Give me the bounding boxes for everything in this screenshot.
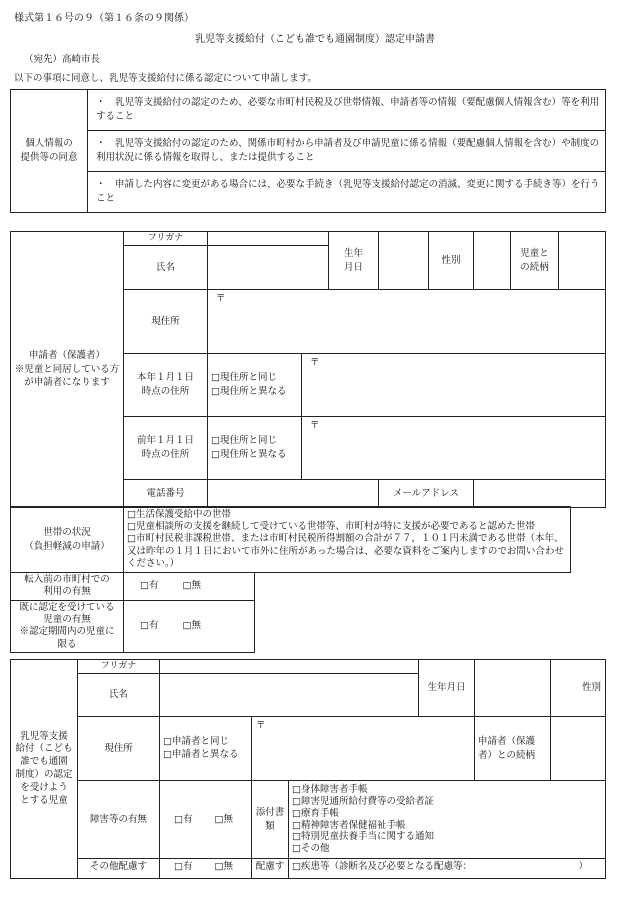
household-option-welfare[interactable]: □生活保護受給中の世帯 <box>127 508 231 520</box>
child-birth-label: 生年月日 <box>419 660 475 717</box>
applicant-gender-field[interactable] <box>474 232 511 290</box>
other-care-no-checkbox[interactable]: □無 <box>214 861 233 873</box>
applicant-birth-label: 生年 月日 <box>329 232 379 290</box>
consent-item: ・ 申請した内容に変更がある場合には、必要な手続き（乳児等支援給付認定の消滅、変更に関する手続き等）を行うこと <box>88 172 606 213</box>
doc-option[interactable]: □その他 <box>292 843 330 855</box>
attached-docs-options[interactable] <box>289 781 606 859</box>
different-from-applicant-checkbox[interactable]: □申請者と異なる <box>163 748 239 760</box>
applicant-relation-field[interactable] <box>559 232 606 290</box>
email-label: メールアドレス <box>379 480 474 508</box>
doc-option[interactable]: □障害児通所給付費等の受給者証 <box>292 795 434 807</box>
doc-option[interactable]: □身体障害者手帳 <box>292 783 368 795</box>
jan1-this-year-address-field[interactable] <box>302 354 606 417</box>
child-name-field[interactable] <box>160 674 419 717</box>
doc-option[interactable]: □精神障害者保健福祉手帳 <box>292 819 406 831</box>
disability-yes-checkbox[interactable]: □有 <box>174 813 193 825</box>
disability-no-checkbox[interactable]: □無 <box>214 813 233 825</box>
email-field[interactable] <box>474 480 606 508</box>
jan1-this-year-label: 本年１月１日 時点の住所 <box>124 354 208 417</box>
child-address-options[interactable] <box>160 717 252 781</box>
different-from-current-checkbox[interactable]: □現住所と異なる <box>211 386 287 398</box>
child-relation-field[interactable] <box>551 717 606 781</box>
applicant-table <box>10 231 606 508</box>
postal-mark: 〒 <box>216 293 226 305</box>
child-address-label: 現住所 <box>78 717 160 781</box>
child-birth-field[interactable] <box>475 660 551 717</box>
child-address-field[interactable] <box>252 717 475 781</box>
child-furigana-label: フリガナ <box>78 660 160 674</box>
intro-text: 以下の事項に同意し、乳児等支援給付に係る認定について申請します。 <box>14 73 318 84</box>
existing-cert-options[interactable] <box>124 600 255 652</box>
postal-mark: 〒 <box>256 720 266 732</box>
postal-mark: 〒 <box>310 420 320 432</box>
consent-item: ・ 乳児等支援給付の認定のため、関係市町村から申請者及び申請児童に係る情報（要配慮個人情報を含む）や制度の利用状況に係る情報を取得し、または提供すること <box>88 131 606 172</box>
household-table <box>10 506 571 573</box>
applicant-address-label: 現住所 <box>124 290 208 354</box>
existing-cert-no-checkbox[interactable]: □無 <box>182 620 201 632</box>
prior-use-label: 転入前の市町村での 利用の有無 <box>11 573 124 601</box>
illness-close-paren: ） <box>578 861 589 873</box>
jan1-prev-year-options[interactable] <box>208 417 302 480</box>
doc-option[interactable]: □療育手帳 <box>292 807 339 819</box>
consent-label: 個人情報の 提供等の同意 <box>11 90 88 213</box>
child-gender-label: 性別 <box>582 682 602 694</box>
child-relation-label: 申請者（保護者）との続柄 <box>475 717 551 781</box>
usage-table <box>10 572 255 653</box>
prior-use-no-checkbox[interactable]: □無 <box>182 580 201 592</box>
disability-label: 障害等の有無 <box>78 781 160 859</box>
household-option-tax-exempt[interactable]: □市町村民税非課税世帯、または市町村民税所得割額の合計が７７，１０１円未満である世帯（本年、又は昨年の１月１日において市外に住所があった場合は、必要な資料をご案内しますのでお問い合わせください。） <box>127 533 564 570</box>
form-number: 様式第１６号の９（第１６条の９関係） <box>14 13 194 24</box>
consent-table <box>10 89 606 213</box>
page-title: 乳児等支援給付（こども誰でも通園制度）認定申請書 <box>195 34 435 45</box>
jan1-prev-year-label: 前年１月１日 時点の住所 <box>124 417 208 480</box>
applicant-birth-field[interactable] <box>379 232 429 290</box>
postal-mark: 〒 <box>310 357 320 369</box>
applicant-furigana-field[interactable] <box>208 232 329 246</box>
child-section-label: 乳児等支援 給付（こども 誰でも通園 制度）の認定 を受けよう とする児童 <box>11 660 78 879</box>
child-name-label: 氏名 <box>78 674 160 717</box>
child-furigana-field[interactable] <box>160 660 419 674</box>
jan1-this-year-options[interactable] <box>208 354 302 417</box>
applicant-section-label: 申請者（保護者） ※児童と同居している方が申請者になります <box>11 232 124 508</box>
attached-docs-label: 添付書 類 <box>252 781 289 859</box>
prior-use-options[interactable] <box>124 573 255 601</box>
disability-options[interactable] <box>160 781 252 859</box>
applicant-relation-label: 児童と の続柄 <box>511 232 559 290</box>
existing-cert-yes-checkbox[interactable]: □有 <box>140 620 159 632</box>
applicant-gender-label: 性別 <box>429 232 474 290</box>
other-care-options[interactable] <box>160 859 252 879</box>
same-as-current-checkbox[interactable]: □現住所と同じ <box>211 435 277 447</box>
applicant-furigana-label: フリガナ <box>124 232 208 246</box>
existing-cert-label: 既に認定を受けている 児童の有無 ※認定期間内の児童に 限る <box>11 600 124 652</box>
applicant-name-field[interactable] <box>208 246 329 290</box>
care-label: 配慮す <box>252 859 289 879</box>
same-as-applicant-checkbox[interactable]: □申請者と同じ <box>163 736 229 748</box>
child-gender-cell[interactable] <box>551 660 606 717</box>
addressee: （宛先）高崎市長 <box>24 54 101 65</box>
doc-option[interactable]: □特別児童扶養手当に関する通知 <box>292 831 434 843</box>
phone-label: 電話番号 <box>124 480 208 508</box>
same-as-current-checkbox[interactable]: □現住所と同じ <box>211 372 277 384</box>
jan1-prev-year-address-field[interactable] <box>302 417 606 480</box>
applicant-address-field[interactable] <box>208 290 606 354</box>
consent-item: ・ 乳児等支援給付の認定のため、必要な市町村民税及び世帯情報、申請者等の情報（要配慮個人情報含む）等を利用すること <box>88 90 606 131</box>
other-care-yes-checkbox[interactable]: □有 <box>174 861 193 873</box>
different-from-current-checkbox[interactable]: □現住所と異なる <box>211 449 287 461</box>
applicant-name-label: 氏名 <box>124 246 208 290</box>
illness-field[interactable] <box>289 859 606 879</box>
illness-checkbox[interactable]: □疾患等（診断名及び必要となる配慮等： <box>292 861 472 873</box>
household-option-support[interactable]: □児童相談所の支援を継続して受けている世帯等、市町村が特に支援が必要であると認めた世帯 <box>127 520 535 532</box>
household-options[interactable] <box>124 507 571 573</box>
other-care-label: その他配慮す <box>78 859 160 879</box>
child-table <box>10 659 606 879</box>
prior-use-yes-checkbox[interactable]: □有 <box>140 580 159 592</box>
phone-field[interactable] <box>208 480 379 508</box>
household-label: 世帯の状況 （負担軽減の申請） <box>11 507 124 573</box>
